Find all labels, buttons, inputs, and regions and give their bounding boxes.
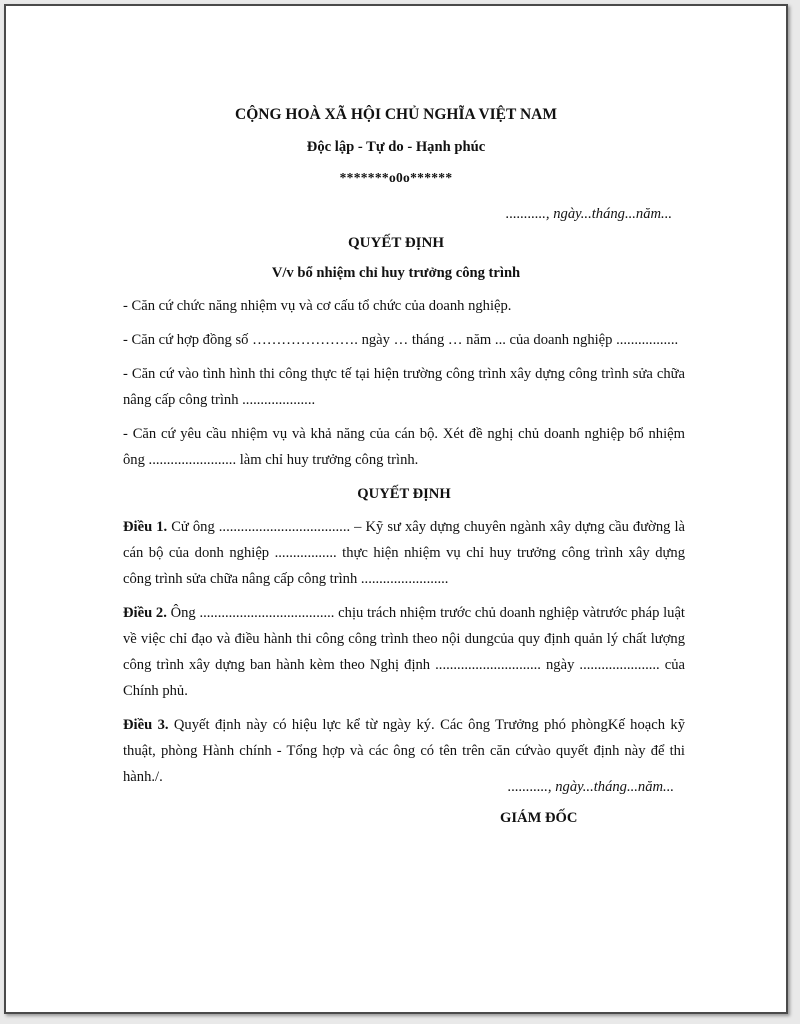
signer-title: GIÁM ĐỐC	[500, 810, 578, 826]
article-paragraph	[123, 514, 685, 592]
motto: Độc lập - Tự do - Hạnh phúc	[306, 139, 486, 155]
decision-title: QUYẾT ĐỊNH	[348, 235, 444, 251]
article-label: Điều 1.	[123, 519, 168, 535]
decision-subject: V/v bổ nhiệm chỉ huy trưởng công trình	[271, 265, 521, 281]
article-text: Ông ..................................... chịu trách nhiệm trước chủ doanh nghiệp vàtrước pháp luật về việc chỉ đạo và điều hành thi công công trình theo nội dungcủa quy định quản lý chất lượng công trình xây dựng ban hành kèm theo Nghị định ............................. ngày ...................... của Chính phủ.	[123, 605, 685, 699]
basis-paragraph: - Căn cứ vào tình hình thi công thực tế tại hiện trường công trình xây dựng công trình sửa chữa nâng cấp công trình ....................	[123, 366, 685, 408]
date-line-bottom: ..........., ngày...tháng...năm...	[507, 779, 674, 795]
date-line-top: ..........., ngày...tháng...năm...	[505, 206, 672, 222]
article-paragraph	[123, 600, 685, 704]
decision-heading: QUYẾT ĐỊNH	[357, 486, 451, 502]
basis-paragraph: - Căn cứ yêu cầu nhiệm vụ và khả năng của cán bộ. Xét đề nghị chủ doanh nghiệp bổ nhiệm ông ........................ làm chỉ huy trưởng công trình.	[123, 426, 685, 468]
document-body	[123, 293, 685, 798]
article-label: Điều 3.	[123, 717, 169, 733]
article-text: Quyết định này có hiệu lực kể từ ngày ký. Các ông Trưởng phó phòngKế hoạch kỹ thuật, phòng Hành chính - Tổng hợp và các ông có tên trên căn cứvào quyết định này để thi hành./.	[123, 717, 685, 785]
separator: *******o0o******	[339, 170, 453, 185]
article-text: Cử ông .................................... – Kỹ sư xây dựng chuyên ngành xây dựng cầu đường là cán bộ của donh nghiệp ................. thực hiện nhiệm vụ chỉ huy trưởng công trình xây dựng công trình sửa chữa nâng cấp công trình ........................	[123, 519, 686, 587]
basis-paragraph: - Căn cứ chức năng nhiệm vụ và cơ cấu tổ chức của doanh nghiệp.	[123, 298, 512, 314]
document-page	[4, 4, 788, 1014]
article-label: Điều 2.	[123, 605, 167, 621]
national-title: CỘNG HOÀ XÃ HỘI CHỦ NGHĨA VIỆT NAM	[235, 106, 557, 123]
basis-paragraph: - Căn cứ hợp đồng số …………………. ngày … tháng … năm ... của doanh nghiệp .................	[123, 332, 679, 348]
